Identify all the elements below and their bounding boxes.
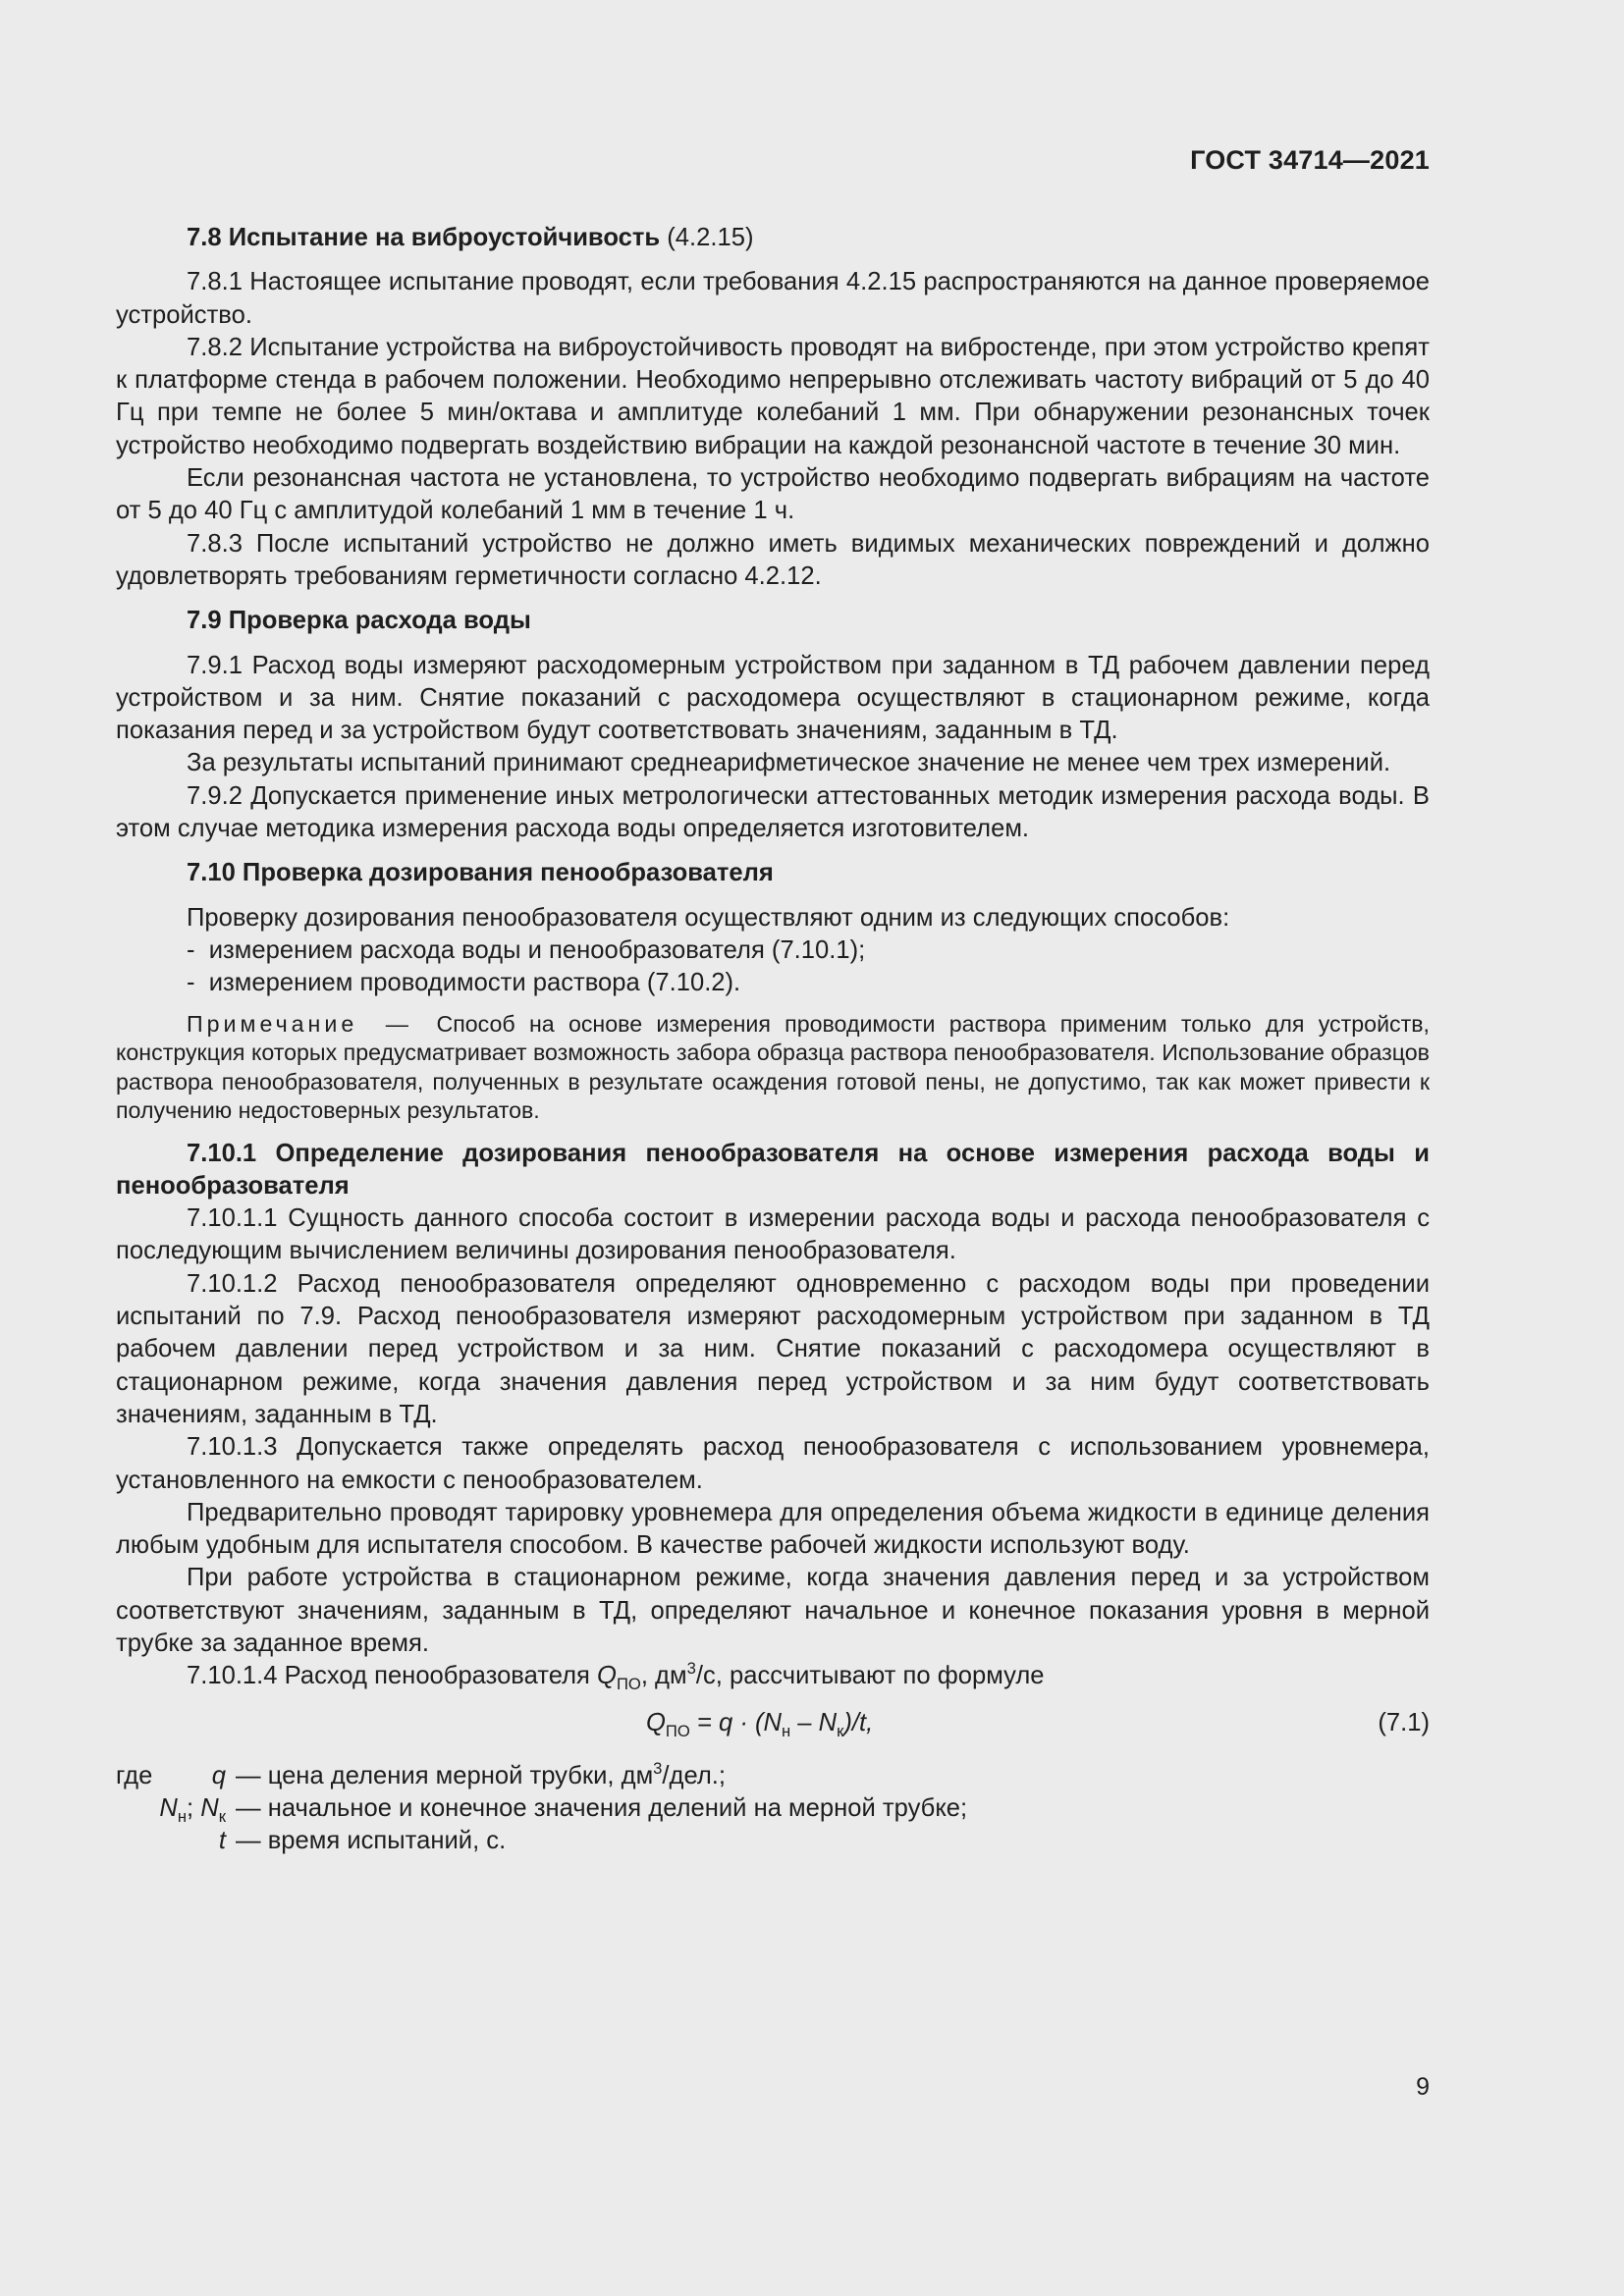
legend-row (116, 1825, 1430, 1857)
paragraph-7-8-3: 7.8.3 После испытаний устройство не должно иметь видимых механических повреждений и должно удовлетворять требованиям герметичности согласно 4.2.12. (116, 529, 1430, 590)
section-heading-7-8 (116, 222, 1430, 254)
paragraph-7-10-1-3: 7.10.1.3 Допускается также определять расход пенообразователя с использованием уровнемера, установленного на емкости с пенообразователем. (116, 1433, 1430, 1494)
legend-symbol: t (218, 1827, 226, 1855)
paragraph-7-10-intro: Проверку дозирования пенообразователя осуществляют одним из следующих способов: (187, 903, 1230, 932)
paragraph-7-10-1-3-cont1: Предварительно проводят тарировку уровнемера для определения объема жидкости в единице деления любым удобным для испытателя способом. В качестве рабочей жидкости используют воду. (116, 1498, 1430, 1560)
paragraph-7-10-1-4: 7.10.1.4 Расход пенообразователя $Q_{ПО}$, $дм^3/с$, рассчитывают по формуле (187, 1659, 1045, 1694)
paragraph-7-10-1-3-cont2: При работе устройства в стационарном режиме, когда значения давления перед и за устройством соответствуют значениям, заданным в ТД, определяют начальное и конечное показания уровня в мерной трубке за заданное время. (116, 1564, 1430, 1657)
legend-where: где (116, 1761, 153, 1789)
legend-row (116, 1760, 1430, 1792)
list-item: - измерением проводимости раствора (7.10.2). (187, 969, 741, 997)
legend-description: — начальное и конечное значения делений на мерной трубке; (236, 1793, 968, 1822)
note-label: Примечание (187, 1010, 358, 1037)
document-id-header: ГОСТ 34714—2021 (1190, 145, 1430, 175)
paragraph-7-9-2: 7.9.2 Допускается применение иных метрологически аттестованных методик измерения расхода воды. В этом случае методика измерения расхода воды определяется изготовителем. (116, 781, 1430, 843)
legend-symbol: q (211, 1761, 226, 1789)
paragraph-7-10-1-1: 7.10.1.1 Сущность данного способа состоит в измерении расхода воды и расхода пенообразователя с последующим вычислением величины дозирования пенообразователя. (116, 1204, 1430, 1265)
paragraph-7-8-2-cont: Если резонансная частота не установлена, то устройство необходимо подвергать вибрациям на частоте от 5 до 40 Гц с амплитудой колебаний 1 мм в течение 1 ч. (116, 464, 1430, 525)
formula-row (116, 1707, 1430, 1740)
page-number: 9 (1416, 2073, 1430, 2101)
document-body (116, 222, 1430, 1857)
section-heading-7-10: 7.10 Проверка дозирования пенообразователя (187, 859, 774, 887)
paragraph-7-8-1: 7.8.1 Настоящее испытание проводят, если требования 4.2.15 распространяются на данное проверяемое устройство. (116, 268, 1430, 329)
section-heading-7-10-1: 7.10.1 Определение дозирования пенообразователя на основе измерения расхода воды и пенообразователя (116, 1139, 1430, 1200)
paragraph-7-9-1: 7.9.1 Расход воды измеряют расходомерным устройством при заданном в ТД рабочем давлении перед устройством и за ним. Снятие показаний с расходомера осуществляют в стационарном режиме, когда показания перед и за устройством будут соответствовать значениям, заданным в ТД. (116, 651, 1430, 745)
legend-symbol: $N_н$; $N_к$ (159, 1793, 226, 1826)
heading-text: 7.8 Испытание на виброустойчивость (187, 224, 661, 251)
note-text: Способ на основе измерения проводимости раствора применим только для устройств, конструкция которых предусматривает возможность забора образца раствора пенообразователя. Использование образцов раствора пенообразователя, полученных в результате осаждения готовой пены, не допустимо, так как может привести к получению недостоверных результатов. (116, 1010, 1430, 1124)
legend-description: — цена деления мерной трубки, $дм^3$/дел.; (236, 1758, 727, 1789)
paragraph-7-10-1-2: 7.10.1.2 Расход пенообразователя определяют одновременно с расходом воды при проведении испытаний по 7.9. Расход пенообразователя измеряют расходомерным устройством при заданном в ТД рабочем давлении перед устройством и за ним. Снятие показаний с расходомера осуществляют в стационарном режиме, когда значения давления перед устройством и за ним будут соответствовать значениям, заданным в ТД. (116, 1269, 1430, 1428)
paragraph-7-9-1-cont: За результаты испытаний принимают среднеарифметическое значение не менее чем трех измерений. (187, 749, 1391, 777)
legend-description: — время испытаний, с. (236, 1827, 507, 1855)
formula-number: (7.1) (1378, 1708, 1430, 1736)
paragraph-7-8-2: 7.8.2 Испытание устройства на виброустойчивость проводят на вибростенде, при этом устройство крепят к платформе стенда в рабочем положении. Необходимо непрерывно отслеживать частоту вибраций от 5 до 40 Гц при темпе не более 5 мин/октава и амплитуде колебаний 1 мм. При обнаружении резонансных точек устройство необходимо подвергать воздействию вибрации на каждой резонансной частоте в течение 30 мин. (116, 333, 1430, 459)
section-heading-7-9: 7.9 Проверка расхода воды (187, 607, 531, 635)
list-item: - измерением расхода воды и пенообразователя (7.10.1); (187, 935, 866, 964)
legend-row (116, 1792, 1430, 1825)
heading-reference: (4.2.15) (667, 224, 754, 251)
formula: $Q_{ПО} = q \cdot (N_н - N_к)/t$, (646, 1708, 874, 1740)
note-block: Примечание — Способ на основе измерения проводимости раствора применим только для устройств, конструкция которых предусматривает возможность забора образца раствора пенообразователя. Использование образцов раствора пенообразователя, полученных в результате осаждения готовой пены, не допустимо, так как может привести к получению недостоверных результатов. (116, 1010, 1430, 1124)
